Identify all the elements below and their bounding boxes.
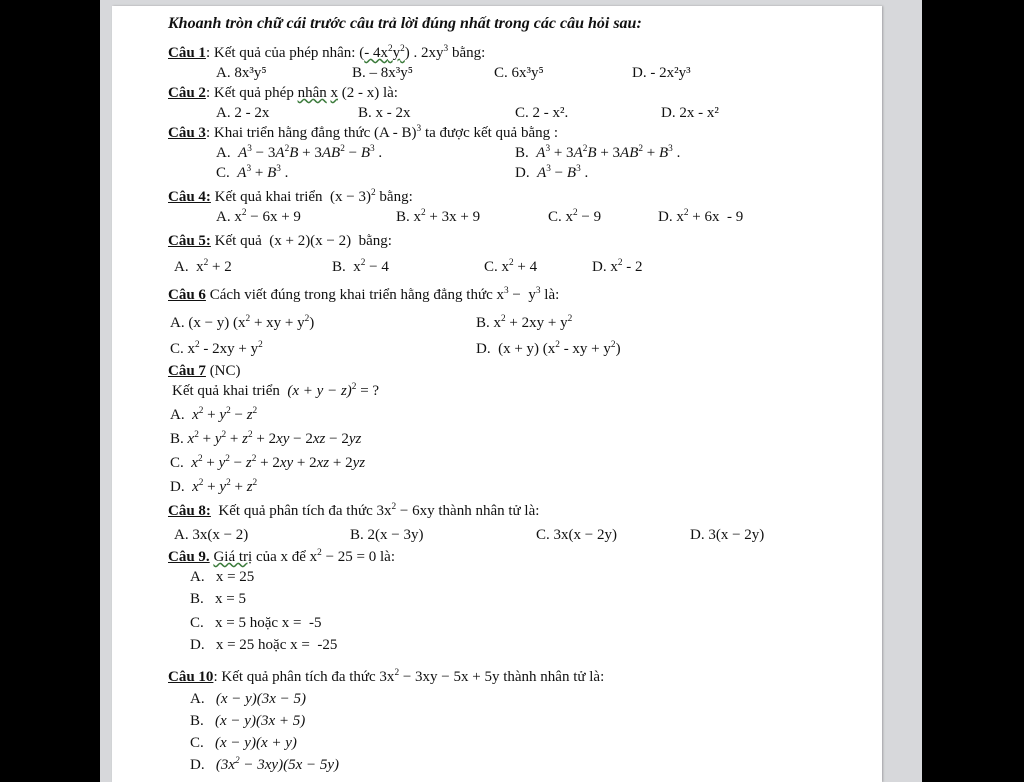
q9-option-b[interactable]: B. x = 5 [190, 591, 246, 607]
q4-option-b[interactable]: B. $x^2 + 3x + 9$ [396, 208, 481, 225]
q1-option-a[interactable]: A. 8x³y⁵ [216, 65, 267, 81]
q5-option-b[interactable]: B. $x^2 - 4$ [332, 258, 389, 275]
q6-option-c[interactable]: C. $x^2 - 2xy + y^2$ [170, 340, 263, 357]
q8-option-c[interactable]: C. 3x(x − 2y) [536, 527, 617, 543]
q2-option-b[interactable]: B. x - 2x [358, 105, 411, 121]
q5-option-d[interactable]: D. $x^2 - 2$ [592, 258, 643, 275]
question-5: Câu 5: Kết quả (x + 2)(x − 2) bằng: [168, 233, 392, 249]
q3-option-c[interactable]: C. $A^3 + B^3$ . [216, 164, 289, 181]
q10-option-d[interactable]: D. $(3x^2 - 3xy)(5x - 5y)$ [190, 756, 340, 773]
question-5-label: Câu 5: [168, 233, 211, 249]
q4-option-d[interactable]: D. $x^2 + 6x - 9$ [658, 208, 744, 225]
q10-option-b[interactable]: B. (x − y)(3x + 5) [190, 713, 306, 729]
q2-option-c[interactable]: C. 2 - x². [515, 105, 569, 121]
question-1: Câu 1: Kết quả của phép nhân: (- $4x^2y^2$) . $2xy^3$ bằng: [168, 44, 486, 61]
question-8: Câu 8: Kết quả phân tích đa thức $3x^2 - 6xy$ thành nhân tử là: [168, 502, 540, 519]
q9-option-c[interactable]: C. x = 5 hoặc x = -5 [190, 615, 322, 631]
question-7-prompt-text: Kết quả khai triển [172, 383, 280, 399]
q8-option-b[interactable]: B. 2(x − 3y) [350, 527, 424, 543]
q6-option-b[interactable]: B. $x^2 + 2xy + y^2$ [476, 314, 573, 331]
instruction: Khoanh tròn chữ cái trước câu trả lời đúng nhất trong các câu hỏi sau: [168, 15, 642, 32]
question-4-label: Câu 4: [168, 189, 211, 205]
clipped-next-question [168, 778, 172, 782]
question-9: Câu 9. Giá trị của x để $x^2 - 25 = 0$ là: [168, 548, 395, 565]
q1-option-b[interactable]: B. – 8x³y⁵ [352, 65, 413, 81]
q2-option-a[interactable]: A. 2 - 2x [216, 105, 270, 121]
question-7 [168, 364, 241, 379]
question-7-label: Câu 7 [168, 363, 206, 379]
q10-option-a[interactable]: A. (x − y)(3x − 5) [190, 691, 307, 707]
question-6: Câu 6 Cách viết đúng trong khai triển hằng đẳng thức $x^3 - y^3$ là: [168, 286, 560, 303]
question-8-label: Câu 8: [168, 503, 211, 519]
q3-option-d[interactable]: D. $A^3 - B^3$ . [515, 164, 589, 181]
q5-option-a[interactable]: A. $x^2 + 2$ [174, 258, 232, 275]
q3-option-b[interactable]: B. $A^3 + 3A^2B + 3AB^2 + B^3$ . [515, 144, 681, 161]
question-4: Câu 4: Kết quả khai triển $(x - 3)^2$ bằng: [168, 188, 413, 205]
document-page[interactable] [112, 6, 882, 782]
q1-option-d[interactable]: D. - 2x²y³ [632, 65, 691, 81]
q9-option-a[interactable]: A. x = 25 [190, 569, 255, 585]
question-6-label: Câu 6 [168, 287, 206, 303]
q1-option-c[interactable]: C. 6x³y⁵ [494, 65, 544, 81]
question-7-prompt: Kết quả khai triển $(x + y - z)^2$ = ? [172, 382, 380, 399]
q5-option-c[interactable]: C. $x^2 + 4$ [484, 258, 538, 275]
q8-option-d[interactable]: D. 3(x − 2y) [690, 527, 765, 543]
q9-option-d[interactable]: D. x = 25 hoặc x = -25 [190, 637, 338, 653]
q10-option-c[interactable]: C. (x − y)(x + y) [190, 735, 297, 751]
question-1-label: Câu 1 [168, 45, 206, 61]
q8-option-a[interactable]: A. 3x(x − 2) [174, 527, 249, 543]
q4-option-a[interactable]: A. $x^2 - 6x + 9$ [216, 208, 301, 225]
q2-option-d[interactable]: D. 2x - x² [661, 105, 719, 121]
question-10: Câu 10: Kết quả phân tích đa thức $3x^2 - 3xy - 5x + 5y$ thành nhân tử là: [168, 668, 605, 685]
question-10-label: Câu 10 [168, 669, 214, 685]
q7-option-c[interactable]: C. $x^2 + y^2 - z^2 + 2xy + 2xz + 2yz$ [170, 454, 366, 471]
question-9-label: Câu 9. [168, 549, 210, 565]
q7-option-d[interactable]: D. $x^2 + y^2 + z^2$ [170, 478, 258, 495]
q6-option-d[interactable]: D. (x + y) ($x^2$ - xy + $y^2$) [476, 340, 621, 357]
q7-option-b[interactable]: B. $x^2 + y^2 + z^2 + 2xy - 2xz - 2yz$ [170, 430, 362, 447]
question-2-label: Câu 2 [168, 85, 206, 101]
question-2: Câu 2: Kết quả phép nhân x (2 - x) là: [168, 85, 398, 101]
q6-option-a[interactable]: A. (x − y) ($x^2$ + xy + $y^2$) [170, 314, 315, 331]
q7-option-a[interactable]: A. $x^2 + y^2 - z^2$ [170, 406, 258, 423]
q3-option-a[interactable]: A. $A^3 - 3A^2B + 3AB^2 - B^3$ . [216, 144, 383, 161]
question-3-label: Câu 3 [168, 125, 206, 141]
question-7-tag: (NC) [209, 363, 241, 379]
q4-option-c[interactable]: C. $x^2 - 9$ [548, 208, 602, 225]
question-3: Câu 3: Khai triển hằng đẳng thức (A - B)$^3$ ta được kết quả bằng : [168, 124, 559, 141]
